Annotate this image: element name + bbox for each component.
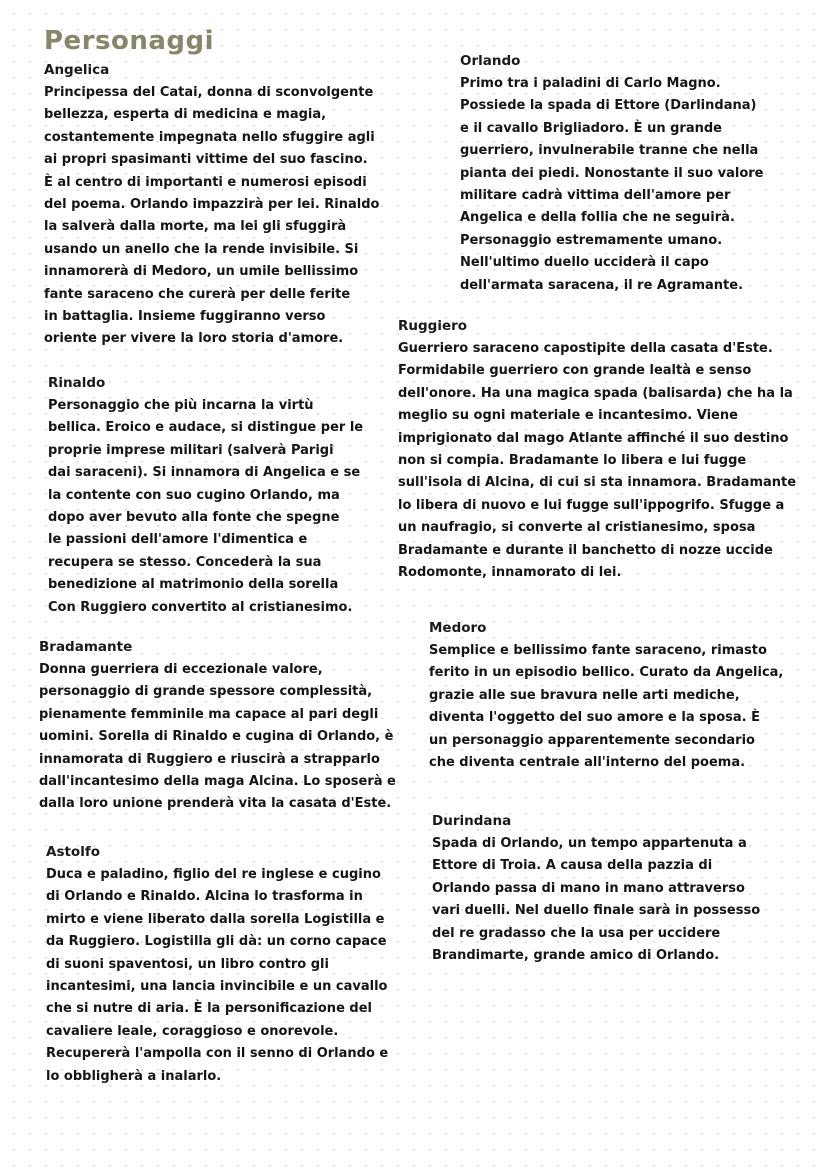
text-line: Ettore di Troia. A causa della pazzia di xyxy=(432,858,713,874)
entry-name: Orlando xyxy=(460,53,521,69)
text-line: cavaliere leale, coraggioso e onorevole. xyxy=(46,1023,339,1039)
text-line: pianta dei piedi. Nonostante il suo valore xyxy=(460,165,764,181)
text-line: vari duelli. Nel duello finale sarà in possesso xyxy=(432,903,761,919)
text-line: da Ruggiero. Logistilla gli dà: un corno capace xyxy=(46,934,387,950)
text-line: Donna guerriera di eccezionale valore, xyxy=(39,662,323,677)
text-line: e il cavallo Brigliadoro. È un grande xyxy=(460,120,722,136)
entry-name: Medoro xyxy=(429,620,487,636)
entry-name: Ruggiero xyxy=(398,318,468,334)
text-line: Con Ruggiero convertito al cristianesimo. xyxy=(48,599,353,615)
entry-name: Angelica xyxy=(44,62,110,78)
text-line: di suoni spaventosi, un libro contro gli xyxy=(46,956,329,972)
text-line: lo obbligherà a inalarlo. xyxy=(46,1068,222,1084)
text-line: Guerriero saraceno capostipite della casata d'Este. xyxy=(398,341,773,356)
entry-angelica xyxy=(44,61,404,351)
text-line: oriente per vivere la loro storia d'amore. xyxy=(44,331,344,347)
entry-text xyxy=(44,82,404,351)
entry-text xyxy=(46,864,406,1088)
text-line: dopo aver bevuto alla fonte che spegne xyxy=(48,510,340,526)
text-line: un personaggio apparentemente secondario xyxy=(429,732,755,748)
text-line: Brandimarte, grande amico di Orlando. xyxy=(432,948,720,964)
text-line: fante saraceno che curerà per delle ferite xyxy=(44,286,351,302)
text-line: militare cadrà vittima dell'amore per xyxy=(460,188,731,204)
text-line: meglio su ogni materiale e incantesimo. Viene xyxy=(398,408,738,424)
text-line: dall'incantesimo della maga Alcina. Lo sposerà e xyxy=(39,774,396,790)
text-line: mirto e viene liberato dalla sorella Logistilla e xyxy=(46,911,385,927)
text-line: guerriero, invulnerabile tranne che nella xyxy=(460,143,759,159)
entry-name: Durindana xyxy=(432,813,512,829)
text-line: incantesimi, una lancia invincibile e un cavallo xyxy=(46,979,388,995)
entry-bradamante xyxy=(39,638,409,816)
entry-medoro xyxy=(429,619,809,774)
text-line: dell'armata saracena, il re Agramante. xyxy=(460,277,744,293)
text-line: innamorata di Ruggiero e riuscirà a strapparlo xyxy=(39,751,380,767)
text-line: che si nutre di aria. È la personificazione del xyxy=(46,1001,372,1017)
text-line: dai saraceni). Si innamora di Angelica e se xyxy=(48,465,361,481)
page-title: Personaggi xyxy=(44,26,215,56)
text-line: personaggio di grande spessore complessità, xyxy=(39,684,373,700)
text-line: del re gradasso che la usa per uccidere xyxy=(432,925,721,941)
entry-rinaldo xyxy=(48,374,388,619)
text-line: imprigionato dal mago Atlante affinché il suo destino xyxy=(398,430,789,446)
text-line: Formidabile guerriero con grande lealtà e senso xyxy=(398,363,752,379)
entry-text xyxy=(460,73,800,297)
entry-text xyxy=(39,659,409,816)
text-line: Possiede la spada di Ettore (Darlindana) xyxy=(460,98,757,114)
entry-text xyxy=(48,395,388,619)
text-line: sull'isola di Alcina, di cui si sta innamora. Bradamante xyxy=(398,475,797,491)
entry-name: Rinaldo xyxy=(48,375,106,391)
entry-text xyxy=(429,640,809,774)
entry-text xyxy=(398,338,808,584)
text-line: la salverà dalla morte, ma lei gli sfuggirà xyxy=(44,219,347,235)
text-line: lo libera di nuovo e lui fugge sull'ippogrifo. Sfugge a xyxy=(398,497,785,513)
text-line: proprie imprese militari (salverà Parigi xyxy=(48,442,334,458)
text-line: Semplice e bellissimo fante saraceno, rimasto xyxy=(429,643,767,658)
text-line: dell'onore. Ha una magica spada (balisarda) che ha la xyxy=(398,385,793,401)
text-line: Orlando passa di mano in mano attraverso xyxy=(432,880,745,896)
text-line: Angelica e della follia che ne seguirà. xyxy=(460,210,735,226)
text-line: un naufragio, si converte al cristianesimo, sposa xyxy=(398,520,756,536)
text-line: uomini. Sorella di Rinaldo e cugina di Orlando, è xyxy=(39,729,394,745)
text-line: la contente con suo cugino Orlando, ma xyxy=(48,487,340,503)
text-line: Personaggio estremamente umano. xyxy=(460,232,723,248)
text-line: benedizione al matrimonio della sorella xyxy=(48,577,339,593)
entry-astolfo xyxy=(46,843,406,1088)
text-line: le passioni dell'amore l'dimentica e xyxy=(48,532,308,548)
text-line: bellica. Eroico e audace, si distingue per le xyxy=(48,420,364,436)
text-line: del poema. Orlando impazzirà per lei. Rinaldo xyxy=(44,197,380,213)
text-line: pienamente femminile ma capace al pari degli xyxy=(39,706,379,722)
text-line: bellezza, esperta di medicina e magia, xyxy=(44,107,327,123)
text-line: dalla loro unione prenderà vita la casata d'Este. xyxy=(39,796,392,812)
text-line: Bradamante e durante il banchetto di nozze uccide xyxy=(398,542,773,558)
text-line: grazie alle sue bravura nelle arti mediche, xyxy=(429,687,740,703)
text-line: non si compia. Bradamante lo libera e lui fugge xyxy=(398,453,747,469)
text-line: Duca e paladino, figlio del re inglese e cugino xyxy=(46,867,381,882)
text-line: È al centro di importanti e numerosi episodi xyxy=(44,174,367,190)
entry-name: Bradamante xyxy=(39,639,133,655)
entry-name: Astolfo xyxy=(46,844,100,860)
text-line: Recupererà l'ampolla con il senno di Orlando e xyxy=(46,1046,389,1062)
entry-orlando xyxy=(460,52,800,297)
entry-text xyxy=(432,833,802,967)
text-line: Nell'ultimo duello ucciderà il capo xyxy=(460,255,709,271)
entry-durindana xyxy=(432,812,802,967)
text-line: ai propri spasimanti vittime del suo fascino. xyxy=(44,152,368,168)
text-line: costantemente impegnata nello sfuggire agli xyxy=(44,129,375,145)
text-line: Personaggio che più incarna la virtù xyxy=(48,398,314,413)
text-line: ferito in un episodio bellico. Curato da Angelica, xyxy=(429,665,784,681)
entry-ruggiero xyxy=(398,317,808,584)
text-line: in battaglia. Insieme fuggiranno verso xyxy=(44,309,326,325)
text-line: Rodomonte, innamorato di lei. xyxy=(398,565,622,581)
text-line: Spada di Orlando, un tempo appartenuta a xyxy=(432,836,747,851)
text-line: che diventa centrale all'interno del poema. xyxy=(429,755,746,771)
text-line: innamorerà di Medoro, un umile bellissimo xyxy=(44,264,359,280)
text-line: Primo tra i paladini di Carlo Magno. xyxy=(460,76,721,91)
text-line: di Orlando e Rinaldo. Alcina lo trasforma in xyxy=(46,889,363,905)
text-line: usando un anello che la rende invisibile. Si xyxy=(44,241,359,257)
text-line: diventa l'oggetto del suo amore e la sposa. È xyxy=(429,710,760,726)
text-line: Principessa del Catai, donna di sconvolgente xyxy=(44,85,374,100)
text-line: recupera se stesso. Concederà la sua xyxy=(48,554,322,570)
